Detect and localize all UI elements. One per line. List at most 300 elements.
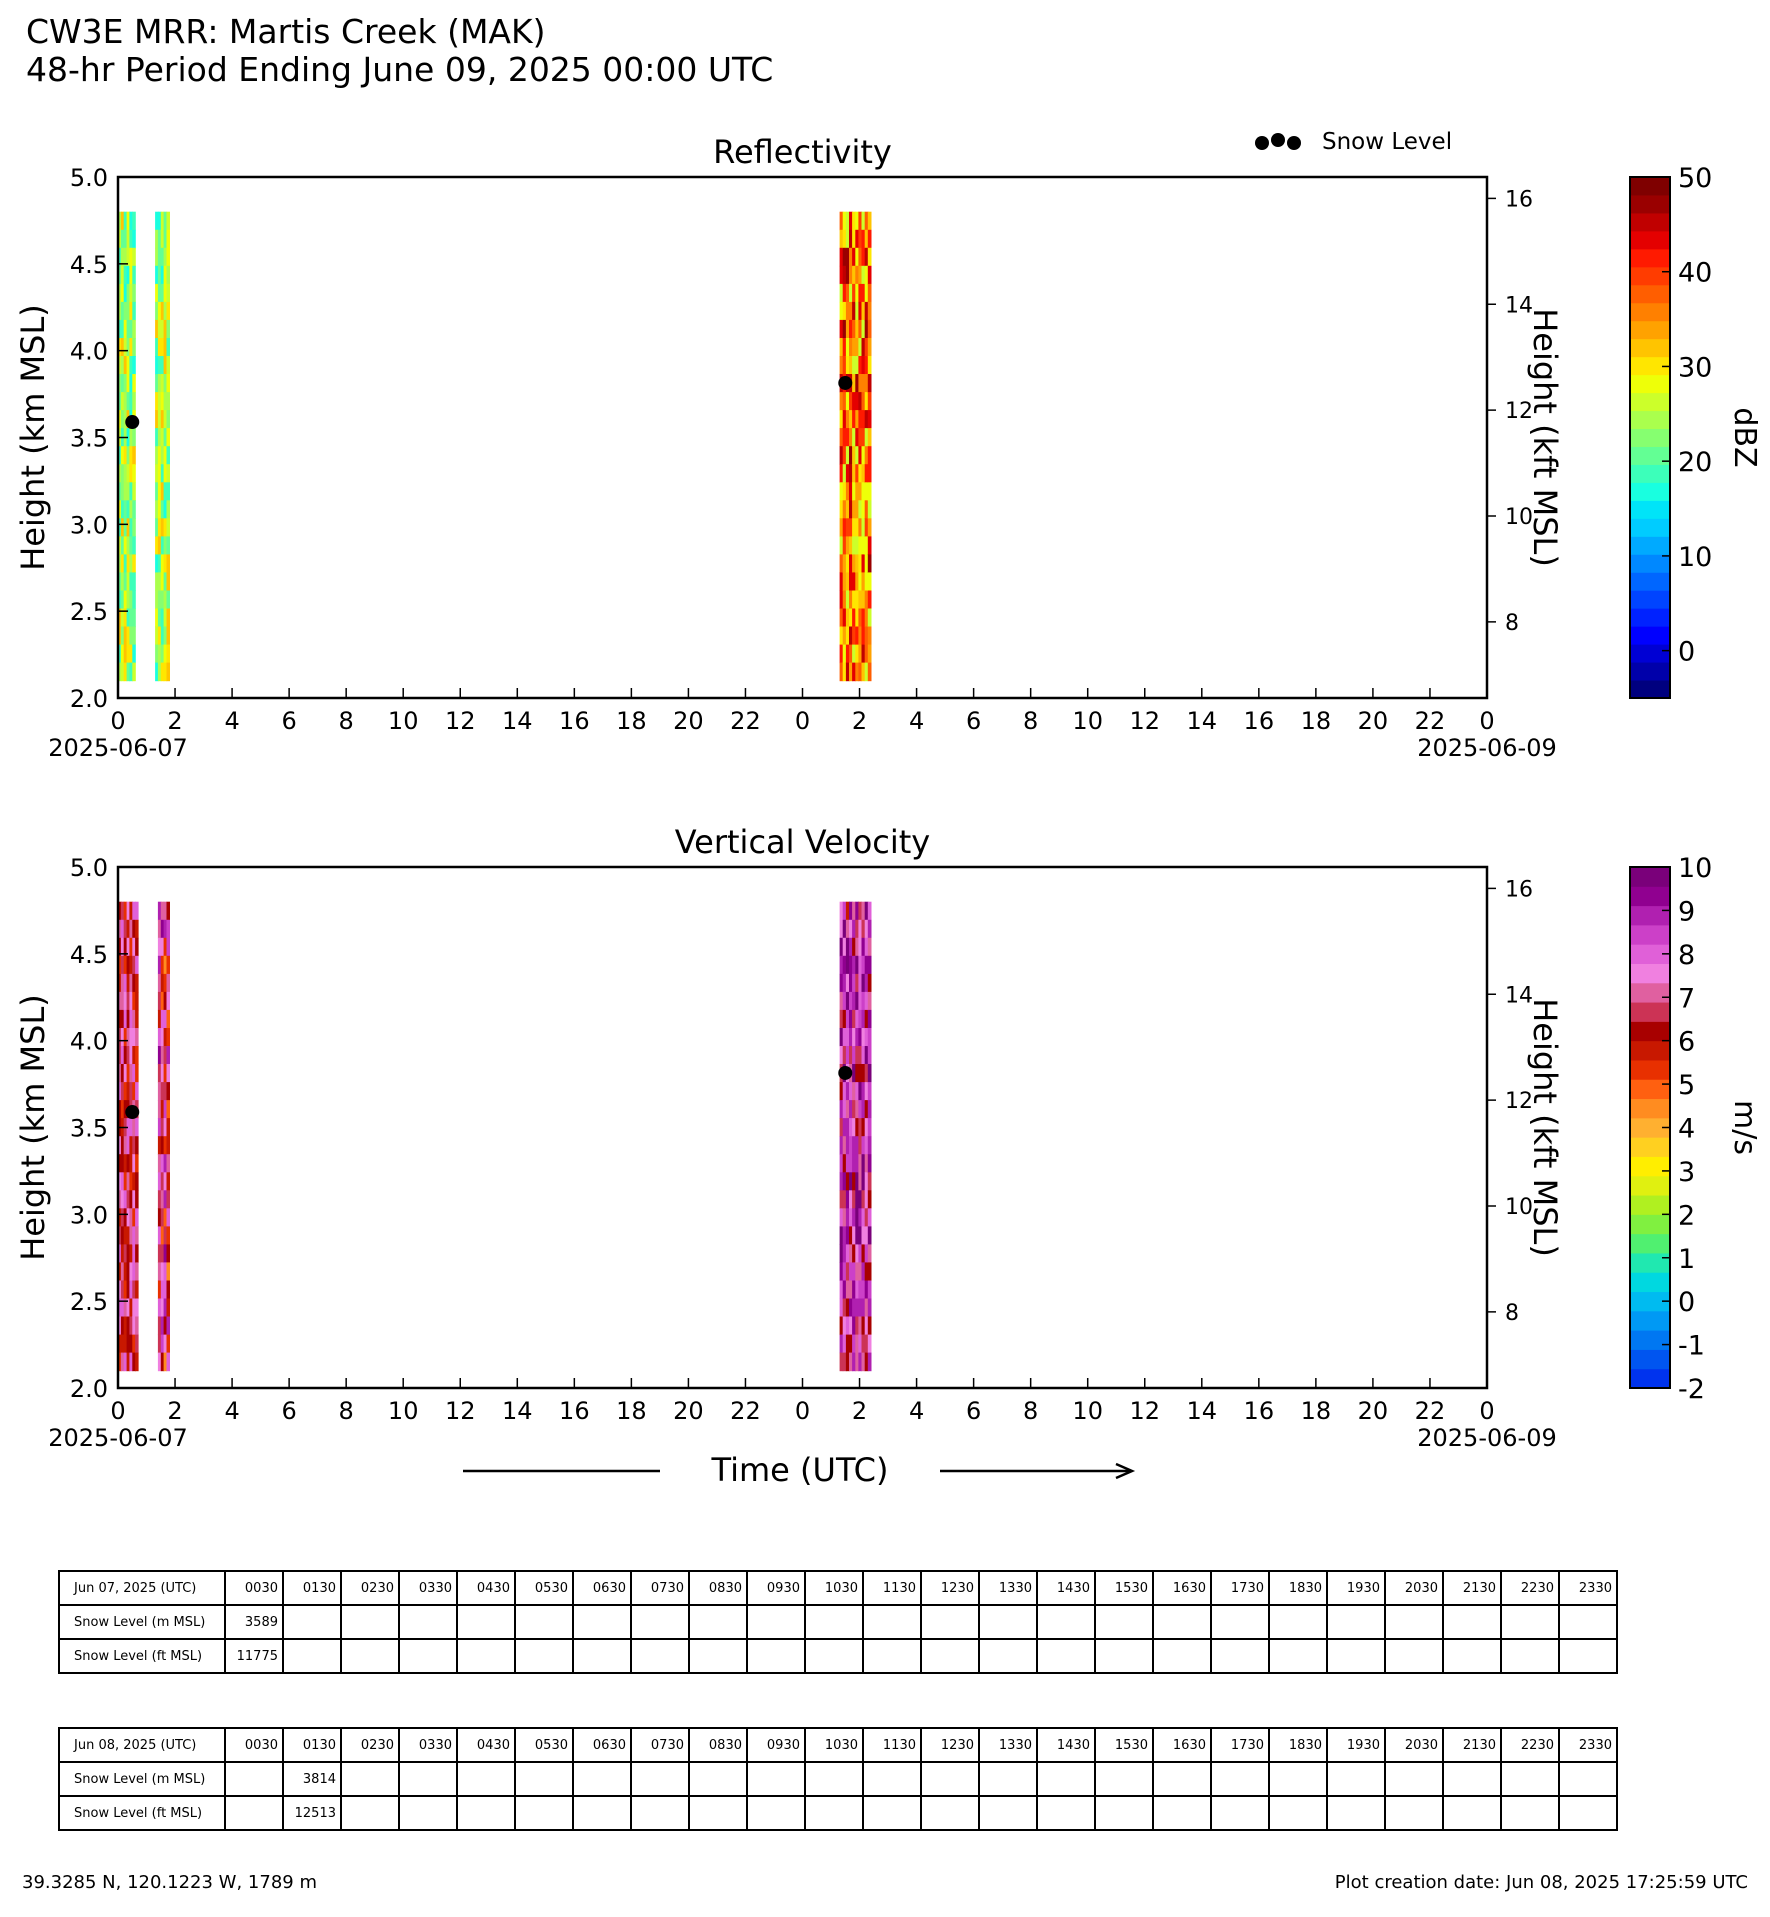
- echo-cell: [843, 230, 847, 249]
- x-tick-label: 2: [167, 707, 183, 735]
- colorbar-swatch: [1630, 983, 1670, 1003]
- table-cell: [1559, 1605, 1617, 1639]
- table-cell: [631, 1639, 689, 1673]
- table-cell: [805, 1796, 863, 1830]
- echo-cell: [167, 320, 171, 339]
- echo-cell: [167, 554, 171, 573]
- echo-cell: [135, 938, 139, 957]
- table-cell: 0630: [573, 1571, 631, 1605]
- echo-cell: [868, 974, 872, 993]
- echo-cell: [167, 1136, 171, 1155]
- colorbar-swatch: [1630, 1330, 1670, 1350]
- table-cell: [689, 1796, 747, 1830]
- table-cell: 1830: [1269, 1571, 1327, 1605]
- echo-cell: [132, 302, 136, 321]
- table-cell: 0030: [225, 1571, 283, 1605]
- echo-cell: [868, 1190, 872, 1209]
- table-cell: 1930: [1327, 1728, 1385, 1762]
- echo-cell: [852, 1353, 856, 1372]
- colorbar-swatch: [1630, 1272, 1670, 1292]
- x-end-date: 2025-06-09: [1417, 734, 1557, 762]
- table-cell: [1385, 1639, 1443, 1673]
- colorbar-tick-label: 7: [1678, 983, 1696, 1015]
- echo-cell: [843, 1046, 847, 1065]
- colorbar-swatch: [1630, 500, 1670, 518]
- table-cell: [457, 1639, 515, 1673]
- y2-tick-label: 14: [1505, 293, 1533, 319]
- echo-cell: [862, 356, 866, 375]
- table-cell: [1037, 1796, 1095, 1830]
- echo-cell: [852, 1172, 856, 1191]
- colorbar-swatch: [1630, 1214, 1670, 1234]
- colorbar-swatch: [1630, 267, 1670, 285]
- table-cell: [1501, 1762, 1559, 1796]
- echo-cell: [132, 212, 136, 231]
- echo-cell: [862, 1262, 866, 1281]
- echo-cell: [868, 1208, 872, 1227]
- table-cell: [1443, 1605, 1501, 1639]
- colorbar-swatch: [1630, 1002, 1670, 1022]
- x-tick-label: 10: [387, 707, 419, 735]
- colorbar-tick-label: 1: [1678, 1243, 1696, 1275]
- echo-cell: [852, 464, 856, 483]
- colorbar-swatch: [1630, 608, 1670, 626]
- colorbar-swatch: [1630, 1195, 1670, 1215]
- echo-cell: [852, 1082, 856, 1101]
- echo-cell: [868, 1136, 872, 1155]
- echo-cell: [852, 1100, 856, 1119]
- echo-cell: [843, 902, 847, 921]
- colorbar-swatch: [1630, 680, 1670, 698]
- colorbar-swatch: [1630, 662, 1670, 680]
- echo-cell: [868, 1082, 872, 1101]
- table-cell: [747, 1639, 805, 1673]
- table-cell: [573, 1796, 631, 1830]
- plot-frame: [118, 177, 1487, 698]
- colorbar-swatch: [1630, 626, 1670, 644]
- snow-level-point: [838, 1066, 852, 1080]
- x-tick-label: 16: [1243, 1397, 1275, 1425]
- echo-cell: [862, 920, 866, 939]
- echo-cell: [868, 1353, 872, 1372]
- x-tick-label: 20: [673, 1397, 704, 1425]
- x-tick-label: 8: [338, 1397, 354, 1425]
- echo-cell: [135, 1154, 139, 1173]
- table-cell: 0130: [283, 1571, 341, 1605]
- echo-cell: [843, 992, 847, 1011]
- echo-cell: [868, 1244, 872, 1263]
- echo-cell: [862, 1317, 866, 1336]
- echo-cell: [862, 663, 866, 682]
- x-tick-label: 22: [1414, 1397, 1446, 1425]
- table-cell: [1095, 1796, 1153, 1830]
- echo-cell: [852, 338, 856, 357]
- echo-cell: [868, 500, 872, 519]
- echo-cell: [135, 920, 139, 939]
- echo-cell: [852, 663, 856, 682]
- table-cell: [457, 1762, 515, 1796]
- echo-cell: [167, 500, 171, 519]
- colorbar-tick-label: 0: [1678, 636, 1696, 668]
- echo-cell: [852, 374, 856, 393]
- echo-cell: [135, 1226, 139, 1245]
- echo-cell: [843, 1154, 847, 1173]
- x-tick-label: 0: [110, 1397, 126, 1425]
- echo-cell: [862, 1046, 866, 1065]
- echo-cell: [868, 591, 872, 610]
- echo-cell: [132, 627, 136, 646]
- colorbar-swatch: [1630, 339, 1670, 357]
- echo-cell: [135, 1172, 139, 1191]
- echo-cell: [843, 302, 847, 321]
- colorbar-swatch: [1630, 1021, 1670, 1041]
- echo-cell: [868, 992, 872, 1011]
- snow-level-table-jun07: [58, 1570, 1618, 1674]
- table-cell: [1153, 1796, 1211, 1830]
- x-start-date: 2025-06-07: [48, 734, 188, 762]
- table-cell: [1385, 1762, 1443, 1796]
- echo-cell: [843, 645, 847, 664]
- table-cell: 1030: [805, 1728, 863, 1762]
- echo-cell: [167, 627, 171, 646]
- echo-cell: [135, 1353, 139, 1372]
- x-tick-label: 0: [794, 707, 811, 735]
- echo-cell: [167, 902, 171, 921]
- table-cell: [1095, 1639, 1153, 1673]
- x-tick-label: 22: [730, 1397, 761, 1425]
- echo-cell: [132, 591, 136, 610]
- colorbar-swatch: [1630, 321, 1670, 339]
- table-cell: [341, 1639, 399, 1673]
- echo-band: [840, 212, 872, 681]
- table-cell: 1030: [805, 1571, 863, 1605]
- x-tick-label: 14: [1186, 1397, 1218, 1425]
- table-cell: [1153, 1605, 1211, 1639]
- table-cell: [631, 1605, 689, 1639]
- echo-band: [155, 212, 170, 681]
- echo-cell: [862, 1335, 866, 1354]
- table-cell: 2130: [1443, 1571, 1501, 1605]
- table-cell: [1385, 1605, 1443, 1639]
- table-cell: [631, 1796, 689, 1830]
- echo-cell: [843, 410, 847, 429]
- echo-cell: [852, 212, 856, 231]
- x-tick-label: 14: [502, 707, 533, 735]
- colorbar-swatch: [1630, 285, 1670, 303]
- echo-cell: [868, 428, 872, 447]
- echo-cell: [167, 1118, 171, 1137]
- echo-cell: [862, 212, 866, 231]
- x-tick-label: 2: [167, 1397, 183, 1425]
- echo-cell: [868, 1335, 872, 1354]
- colorbar-tick-label: 9: [1678, 896, 1696, 928]
- echo-cell: [843, 1010, 847, 1029]
- table-cell: 1530: [1095, 1728, 1153, 1762]
- echo-cell: [843, 248, 847, 267]
- table-cell: 1730: [1211, 1728, 1269, 1762]
- table-cell: 1730: [1211, 1571, 1269, 1605]
- echo-cell: [868, 920, 872, 939]
- y2-tick-label: 16: [1505, 877, 1533, 903]
- x-start-date: 2025-06-07: [48, 1424, 188, 1452]
- echo-cell: [852, 1064, 856, 1083]
- table-row: [59, 1605, 1617, 1639]
- table-cell: [979, 1796, 1037, 1830]
- echo-cell: [132, 536, 136, 555]
- table-cell: 0830: [689, 1571, 747, 1605]
- colorbar-tick-label: 2: [1678, 1200, 1696, 1232]
- echo-cell: [132, 428, 136, 447]
- table-cell: 1330: [979, 1728, 1037, 1762]
- table-cell: [1211, 1639, 1269, 1673]
- echo-cell: [868, 338, 872, 357]
- echo-cell: [167, 1262, 171, 1281]
- table-cell: [1327, 1796, 1385, 1830]
- y-tick-label: 5.0: [69, 854, 108, 882]
- table-cell: [399, 1639, 457, 1673]
- echo-cell: [852, 956, 856, 975]
- echo-cell: [862, 1226, 866, 1245]
- table-cell: [341, 1605, 399, 1639]
- table-cell: 1530: [1095, 1571, 1153, 1605]
- echo-cell: [135, 1028, 139, 1047]
- page-title: CW3E MRR: Martis Creek (MAK): [26, 12, 546, 51]
- echo-cell: [862, 1154, 866, 1173]
- table-cell: [457, 1796, 515, 1830]
- time-axis-label: Time (UTC): [711, 1451, 889, 1489]
- echo-cell: [167, 374, 171, 393]
- echo-cell: [843, 320, 847, 339]
- echo-band: [158, 902, 170, 1371]
- echo-cell: [852, 482, 856, 501]
- echo-cell: [862, 591, 866, 610]
- table-cell: 11775: [225, 1639, 283, 1673]
- table-cell: 2330: [1559, 1728, 1617, 1762]
- echo-cell: [843, 446, 847, 465]
- echo-cell: [167, 572, 171, 591]
- echo-cell: [862, 938, 866, 957]
- echo-cell: [167, 482, 171, 501]
- table-cell: [921, 1796, 979, 1830]
- echo-cell: [167, 956, 171, 975]
- echo-cell: [167, 392, 171, 411]
- echo-cell: [852, 992, 856, 1011]
- y-tick-label: 4.0: [69, 1027, 108, 1056]
- table-cell: [1269, 1605, 1327, 1639]
- echo-cell: [852, 1118, 856, 1137]
- table-cell: [747, 1796, 805, 1830]
- echo-cell: [135, 1335, 139, 1354]
- echo-cell: [852, 920, 856, 939]
- table-cell: [863, 1605, 921, 1639]
- echo-cell: [852, 500, 856, 519]
- snow-level-table-jun08: [58, 1727, 1618, 1831]
- echo-cell: [852, 1335, 856, 1354]
- table-cell: [573, 1639, 631, 1673]
- y-tick-label: 3.0: [69, 511, 108, 540]
- x-tick-label: 14: [1186, 707, 1218, 735]
- table-cell: 0130: [283, 1728, 341, 1762]
- table-cell: [573, 1762, 631, 1796]
- table-cell: [283, 1639, 341, 1673]
- colorbar-swatch: [1630, 177, 1670, 195]
- echo-cell: [852, 446, 856, 465]
- echo-cell: [862, 1010, 866, 1029]
- x-tick-label: 18: [1300, 707, 1332, 735]
- echo-cell: [843, 518, 847, 537]
- x-tick-label: 0: [1479, 1397, 1495, 1425]
- echo-cell: [167, 1208, 171, 1227]
- x-tick-label: 22: [1414, 707, 1446, 735]
- echo-cell: [167, 1244, 171, 1263]
- table-cell: [631, 1762, 689, 1796]
- table-cell: [747, 1762, 805, 1796]
- echo-cell: [852, 320, 856, 339]
- echo-cell: [843, 1100, 847, 1119]
- table-cell: 0330: [399, 1728, 457, 1762]
- echo-cell: [868, 356, 872, 375]
- table-cell: [863, 1762, 921, 1796]
- echo-cell: [843, 428, 847, 447]
- table-cell: [1037, 1605, 1095, 1639]
- colorbar-label: dBZ: [1727, 407, 1762, 468]
- y2-tick-label: 14: [1505, 983, 1533, 1009]
- echo-cell: [852, 302, 856, 321]
- echo-cell: [868, 572, 872, 591]
- echo-cell: [132, 320, 136, 339]
- table-cell: 0230: [341, 1728, 399, 1762]
- x-tick-label: 0: [110, 707, 126, 735]
- echo-cell: [167, 1010, 171, 1029]
- echo-cell: [132, 266, 136, 285]
- legend-dot-1: [1255, 136, 1269, 150]
- table-cell: 2330: [1559, 1571, 1617, 1605]
- y2-tick-label: 16: [1505, 187, 1533, 213]
- echo-cell: [135, 1118, 139, 1137]
- x-tick-label: 20: [673, 707, 704, 735]
- colorbar-swatch: [1630, 303, 1670, 321]
- echo-cell: [862, 338, 866, 357]
- echo-cell: [843, 1118, 847, 1137]
- table-cell: [399, 1796, 457, 1830]
- colorbar-swatch: [1630, 554, 1670, 572]
- echo-cell: [135, 974, 139, 993]
- colorbar-swatch: [1630, 572, 1670, 590]
- colorbar-tick-label: 4: [1678, 1113, 1696, 1145]
- echo-cell: [862, 554, 866, 573]
- echo-cell: [132, 284, 136, 303]
- echo-cell: [868, 518, 872, 537]
- echo-cell: [843, 920, 847, 939]
- table-row-label: Snow Level (m MSL): [59, 1762, 225, 1796]
- x-tick-label: 8: [338, 707, 354, 735]
- echo-cell: [852, 410, 856, 429]
- echo-cell: [167, 1226, 171, 1245]
- colorbar-tick-label: 0: [1678, 1287, 1696, 1319]
- table-cell: 2030: [1385, 1728, 1443, 1762]
- echo-cell: [167, 1190, 171, 1209]
- echo-cell: [843, 482, 847, 501]
- echo-cell: [167, 1100, 171, 1119]
- echo-cell: [862, 248, 866, 267]
- table-cell: [863, 1639, 921, 1673]
- echo-cell: [868, 392, 872, 411]
- table-cell: [1327, 1605, 1385, 1639]
- y2-tick-label: 12: [1505, 399, 1533, 425]
- echo-cell: [862, 902, 866, 921]
- echo-cell: [843, 500, 847, 519]
- colorbar-swatch: [1630, 1137, 1670, 1157]
- echo-cell: [868, 956, 872, 975]
- echo-cell: [852, 1154, 856, 1173]
- legend-dot-2: [1271, 133, 1285, 147]
- colorbar-swatch: [1630, 590, 1670, 608]
- echo-cell: [862, 1064, 866, 1083]
- table-cell: [1327, 1639, 1385, 1673]
- echo-cell: [843, 356, 847, 375]
- echo-cell: [862, 410, 866, 429]
- table-cell: 1830: [1269, 1728, 1327, 1762]
- echo-cell: [852, 1010, 856, 1029]
- table-cell: [1211, 1796, 1269, 1830]
- echo-cell: [852, 609, 856, 628]
- echo-cell: [852, 1299, 856, 1318]
- echo-cell: [862, 974, 866, 993]
- echo-cell: [167, 212, 171, 231]
- echo-cell: [132, 645, 136, 664]
- echo-cell: [868, 320, 872, 339]
- echo-cell: [862, 645, 866, 664]
- x-tick-label: 2: [851, 1397, 868, 1425]
- echo-cell: [167, 974, 171, 993]
- echo-cell: [868, 1064, 872, 1083]
- x-tick-label: 4: [908, 1397, 925, 1425]
- table-cell: [805, 1639, 863, 1673]
- table-cell: 0330: [399, 1571, 457, 1605]
- echo-cell: [852, 284, 856, 303]
- table-cell: [1269, 1639, 1327, 1673]
- table-cell: 1630: [1153, 1571, 1211, 1605]
- echo-cell: [167, 1335, 171, 1354]
- echo-cell: [862, 1244, 866, 1263]
- echo-cell: [862, 572, 866, 591]
- table-cell: 2030: [1385, 1571, 1443, 1605]
- y2-axis-label: Height (kft MSL): [1526, 308, 1564, 567]
- x-tick-label: 6: [965, 707, 982, 735]
- echo-cell: [135, 1064, 139, 1083]
- table-cell: [1559, 1762, 1617, 1796]
- table-cell: 0430: [457, 1571, 515, 1605]
- echo-cell: [852, 248, 856, 267]
- echo-cell: [843, 591, 847, 610]
- y2-tick-label: 10: [1505, 1194, 1533, 1220]
- echo-cell: [852, 1028, 856, 1047]
- echo-cell: [862, 266, 866, 285]
- colorbar-tick-label: 20: [1678, 447, 1713, 479]
- echo-cell: [868, 446, 872, 465]
- y-axis-label: Height (km MSL): [14, 304, 52, 571]
- table-cell: [863, 1796, 921, 1830]
- table-cell: 0930: [747, 1728, 805, 1762]
- echo-cell: [843, 554, 847, 573]
- y-tick-label: 4.5: [69, 940, 108, 969]
- echo-cell: [868, 938, 872, 957]
- x-tick-label: 10: [1072, 707, 1103, 735]
- echo-cell: [167, 1028, 171, 1047]
- echo-cell: [868, 609, 872, 628]
- echo-cell: [862, 1082, 866, 1101]
- colorbar-swatch: [1630, 867, 1670, 887]
